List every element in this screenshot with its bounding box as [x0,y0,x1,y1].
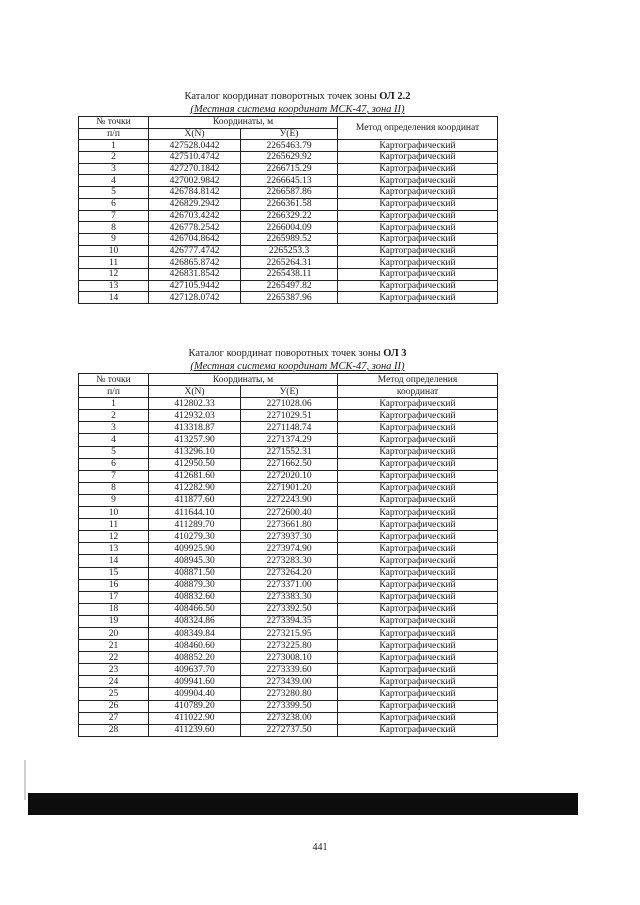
cell-y: 2273439.00 [241,676,338,688]
cell-y: 2273937.30 [241,531,338,543]
cell-point-no: 15 [79,567,149,579]
cell-y: 2272600.40 [241,507,338,519]
cell-x: 413318.87 [149,422,241,434]
cell-point-no: 4 [79,175,149,187]
cell-y: 2265387.96 [241,292,338,304]
cell-method: Картографический [338,470,498,482]
table-row [79,187,498,199]
cell-y: 2271148.74 [241,422,338,434]
cell-y: 2265253.3 [241,245,338,257]
cell-y: 2266361.58 [241,198,338,210]
cell-point-no: 1 [79,398,149,410]
catalog-subtitle: (Местная система координат МСК-47, зона II) [190,104,405,115]
cell-x: 411289.70 [149,519,241,531]
cell-x: 426703.4242 [149,210,241,222]
table-row [79,446,498,458]
cell-method: Картографический [338,410,498,422]
cell-y: 2273215.95 [241,627,338,639]
cell-y: 2272020.10 [241,470,338,482]
table-row [79,652,498,664]
cell-x: 408945.30 [149,555,241,567]
cell-x: 409941.60 [149,676,241,688]
cell-method: Картографический [338,175,498,187]
cell-method: Картографический [338,724,498,736]
cell-point-no: 23 [79,664,149,676]
cell-x: 427270.1842 [149,163,241,175]
table-row [79,292,498,304]
cell-y: 2273238.00 [241,712,338,724]
scan-black-bar [28,793,578,815]
cell-y: 2265264.31 [241,257,338,269]
table-row [79,410,498,422]
table-row [79,615,498,627]
cell-x: 426865.8742 [149,257,241,269]
zone-name: ОЛ 2.2 [379,91,411,102]
table-row [79,233,498,245]
cell-method: Картографический [338,257,498,269]
cell-point-no: 25 [79,688,149,700]
cell-method: Картографический [338,676,498,688]
table-row [79,640,498,652]
cell-point-no: 1 [79,140,149,152]
cell-x: 411644.10 [149,507,241,519]
cell-y: 2273394.35 [241,615,338,627]
cell-y: 2266329.22 [241,210,338,222]
cell-y: 2271901.20 [241,482,338,494]
table-row [79,567,498,579]
cell-point-no: 27 [79,712,149,724]
cell-method: Картографический [338,198,498,210]
cell-method: Картографический [338,591,498,603]
cell-point-no: 18 [79,603,149,615]
cell-method: Картографический [338,567,498,579]
cell-point-no: 9 [79,233,149,245]
cell-point-no: 14 [79,292,149,304]
table-row [79,676,498,688]
cell-y: 2273392.50 [241,603,338,615]
cell-y: 2265463.79 [241,140,338,152]
zone-name: ОЛ 3 [383,348,407,359]
cell-x: 411239.60 [149,724,241,736]
cell-point-no: 28 [79,724,149,736]
cell-point-no: 11 [79,519,149,531]
title-text: Каталог координат поворотных точек зоны [184,91,380,102]
cell-x: 413296.10 [149,446,241,458]
header-point-no: № точки [79,374,149,386]
cell-point-no: 6 [79,198,149,210]
cell-method: Картографический [338,163,498,175]
cell-x: 427510.4742 [149,152,241,164]
header-y: У(E) [241,128,338,140]
cell-method: Картографический [338,640,498,652]
cell-method: Картографический [338,664,498,676]
cell-point-no: 10 [79,507,149,519]
table-row [79,458,498,470]
cell-y: 2273280.80 [241,688,338,700]
cell-point-no: 7 [79,470,149,482]
header-coords: Координаты, м [149,117,338,129]
table-row [79,627,498,639]
table-row [79,198,498,210]
header-coords: Координаты, м [149,374,338,386]
cell-method: Картографический [338,494,498,506]
cell-method: Картографический [338,434,498,446]
header-x: X(N) [149,128,241,140]
cell-y: 2266004.09 [241,222,338,234]
header-point-no: № точки [79,117,149,129]
cell-x: 410789.20 [149,700,241,712]
cell-x: 408879.30 [149,579,241,591]
cell-y: 2271374.29 [241,434,338,446]
table-row [79,591,498,603]
table-row [79,210,498,222]
cell-y: 2273225.80 [241,640,338,652]
catalog-ol-3 [78,347,497,737]
cell-x: 409925.90 [149,543,241,555]
cell-method: Картографический [338,531,498,543]
cell-method: Картографический [338,519,498,531]
cell-method: Картографический [338,507,498,519]
cell-x: 427128.0742 [149,292,241,304]
header-point-sub: п/п [79,386,149,398]
cell-method: Картографический [338,688,498,700]
cell-x: 426704.8642 [149,233,241,245]
cell-method: Картографический [338,152,498,164]
table-row [79,579,498,591]
cell-method: Картографический [338,627,498,639]
header-point-sub: п/п [79,128,149,140]
cell-method: Картографический [338,555,498,567]
cell-method: Картографический [338,140,498,152]
cell-y: 2265497.82 [241,280,338,292]
cell-method: Картографический [338,652,498,664]
cell-x: 426831.8542 [149,268,241,280]
table-row [79,543,498,555]
catalog-ol-2-2 [78,90,497,304]
cell-y: 2273661.80 [241,519,338,531]
cell-point-no: 11 [79,257,149,269]
table-row [79,603,498,615]
cell-x: 408349.84 [149,627,241,639]
cell-y: 2273283.30 [241,555,338,567]
cell-point-no: 6 [79,458,149,470]
cell-x: 426778.2542 [149,222,241,234]
cell-y: 2266587.86 [241,187,338,199]
cell-y: 2272243.90 [241,494,338,506]
cell-y: 2271029.51 [241,410,338,422]
cell-x: 408871.50 [149,567,241,579]
table-row [79,664,498,676]
cell-y: 2266645.13 [241,175,338,187]
cell-x: 412932.03 [149,410,241,422]
cell-y: 2273399.50 [241,700,338,712]
header-y: У(E) [241,386,338,398]
table-row [79,398,498,410]
cell-x: 409904.40 [149,688,241,700]
cell-x: 427002.9842 [149,175,241,187]
cell-x: 412802.33 [149,398,241,410]
table-row [79,280,498,292]
cell-y: 2271028.06 [241,398,338,410]
table-row [79,257,498,269]
cell-point-no: 12 [79,531,149,543]
page-number: 441 [312,842,328,853]
table-row [79,724,498,736]
table-row [79,152,498,164]
cell-x: 426784.8142 [149,187,241,199]
cell-method: Картографический [338,268,498,280]
header-x: X(N) [149,386,241,398]
table-row [79,519,498,531]
cell-x: 408852.20 [149,652,241,664]
catalog-subtitle: (Местная система координат МСК-47, зона II) [190,361,405,372]
cell-method: Картографический [338,280,498,292]
coordinates-table [78,373,498,737]
table-row [79,712,498,724]
table-row [79,470,498,482]
cell-x: 413257.90 [149,434,241,446]
cell-x: 408466.50 [149,603,241,615]
coordinates-table [78,116,498,304]
table-row [79,434,498,446]
cell-y: 2265438.11 [241,268,338,280]
cell-x: 408832.60 [149,591,241,603]
cell-point-no: 14 [79,555,149,567]
cell-y: 2273008.10 [241,652,338,664]
cell-method: Картографический [338,222,498,234]
header-method: Метод определения координат [338,117,498,140]
cell-y: 2266715.29 [241,163,338,175]
cell-x: 408324.86 [149,615,241,627]
cell-method: Картографический [338,233,498,245]
table-row [79,688,498,700]
cell-point-no: 12 [79,268,149,280]
cell-point-no: 8 [79,222,149,234]
cell-y: 2271552.31 [241,446,338,458]
cell-point-no: 26 [79,700,149,712]
cell-point-no: 2 [79,410,149,422]
catalog-title [78,347,497,373]
cell-method: Картографический [338,603,498,615]
cell-y: 2265629.92 [241,152,338,164]
cell-method: Картографический [338,245,498,257]
table-row [79,422,498,434]
cell-method: Картографический [338,712,498,724]
title-text: Каталог координат поворотных точек зоны [188,348,384,359]
cell-method: Картографический [338,482,498,494]
cell-point-no: 2 [79,152,149,164]
cell-method: Картографический [338,543,498,555]
cell-x: 409637.70 [149,664,241,676]
cell-y: 2273339.60 [241,664,338,676]
catalog-title [78,90,497,116]
cell-x: 411877.60 [149,494,241,506]
cell-point-no: 24 [79,676,149,688]
cell-x: 410279.30 [149,531,241,543]
cell-point-no: 3 [79,422,149,434]
scan-edge-mark [24,760,26,800]
cell-point-no: 7 [79,210,149,222]
table-row [79,507,498,519]
cell-point-no: 17 [79,591,149,603]
cell-point-no: 8 [79,482,149,494]
cell-point-no: 16 [79,579,149,591]
cell-point-no: 19 [79,615,149,627]
cell-x: 426829.2942 [149,198,241,210]
cell-method: Картографический [338,615,498,627]
cell-point-no: 10 [79,245,149,257]
cell-y: 2265989.52 [241,233,338,245]
cell-method: Картографический [338,398,498,410]
header-method-line1: Метод определения [338,374,498,386]
cell-point-no: 21 [79,640,149,652]
cell-y: 2272737.50 [241,724,338,736]
cell-x: 412282.90 [149,482,241,494]
cell-y: 2273264.20 [241,567,338,579]
cell-x: 412950.50 [149,458,241,470]
cell-method: Картографический [338,187,498,199]
table-row [79,163,498,175]
table-body [79,140,498,304]
table-row [79,268,498,280]
table-row [79,555,498,567]
header-method-line2: координат [338,386,498,398]
table-row [79,531,498,543]
table-row [79,140,498,152]
cell-method: Картографический [338,579,498,591]
table-body [79,398,498,737]
cell-y: 2273383.30 [241,591,338,603]
table-row [79,482,498,494]
cell-point-no: 5 [79,446,149,458]
cell-point-no: 20 [79,627,149,639]
cell-point-no: 3 [79,163,149,175]
cell-x: 411022.90 [149,712,241,724]
cell-method: Картографический [338,422,498,434]
cell-x: 412681.60 [149,470,241,482]
cell-x: 408460.60 [149,640,241,652]
cell-x: 426777.4742 [149,245,241,257]
cell-x: 427105.9442 [149,280,241,292]
cell-point-no: 13 [79,543,149,555]
table-row [79,175,498,187]
table-row [79,245,498,257]
table-row [79,494,498,506]
table-row [79,700,498,712]
cell-point-no: 5 [79,187,149,199]
cell-method: Картографический [338,446,498,458]
cell-point-no: 13 [79,280,149,292]
cell-method: Картографический [338,700,498,712]
cell-y: 2273974.90 [241,543,338,555]
cell-x: 427528.0442 [149,140,241,152]
cell-method: Картографический [338,458,498,470]
cell-y: 2271662.50 [241,458,338,470]
table-row [79,222,498,234]
cell-point-no: 9 [79,494,149,506]
cell-point-no: 4 [79,434,149,446]
cell-y: 2273371.00 [241,579,338,591]
cell-method: Картографический [338,292,498,304]
cell-method: Картографический [338,210,498,222]
cell-point-no: 22 [79,652,149,664]
